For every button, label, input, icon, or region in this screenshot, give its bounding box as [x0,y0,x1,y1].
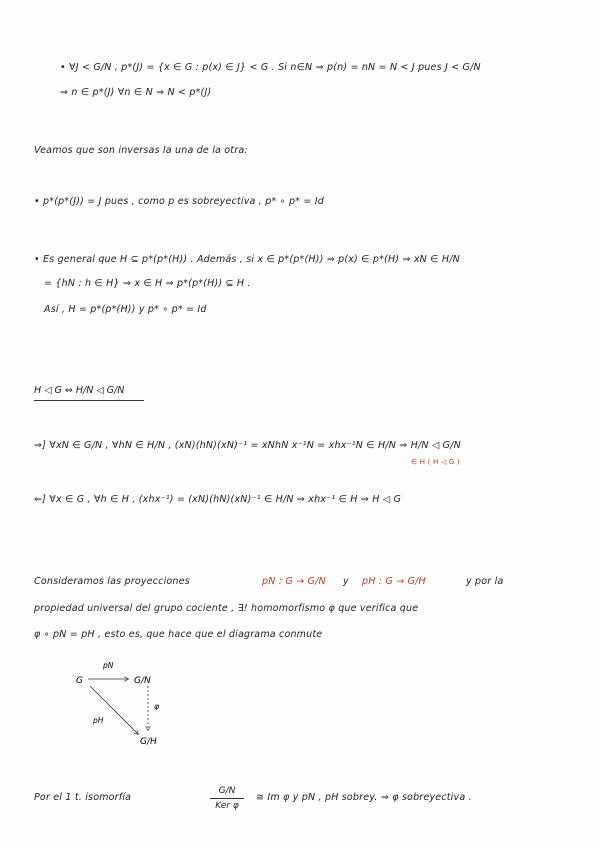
line-6: = {hN : h ∈ H} ⇒ x ∈ H ⇒ p*(p*(H)) ⊆ H . [44,278,251,289]
line-4: • p*(p*(J)) = J pues , como p es sobreyectiva , p* ∘ p* = Id [34,196,325,207]
arrow-ph [90,686,138,734]
label-ph: pH [93,716,104,725]
line-10-pn: pN : G → G/N [262,576,326,587]
line-9: ⇐] ∀x ∈ G , ∀h ∈ H , (xhx⁻¹) = (xN)(hN)(xN)⁻¹ ∈ H/N ⇒ xhx⁻¹ ∈ H ⇒ H ◁ G [34,494,402,505]
line-8-note: ∈ H ( H ◁ G ) [411,458,460,466]
node-gh: G/H [140,737,157,747]
line-5: • Es general que H ⊆ p*(p*(H)) . Además , si x ∈ p*(p*(H)) ⇒ p(x) ∈ p*(H) ⇒ xN ∈ H/N [34,254,460,265]
label-phi: φ [154,702,160,711]
line-10a: Consideramos las proyecciones [34,576,190,587]
line-8: ⇒] ∀xN ∈ G/N , ∀hN ∈ H/N , (xN)(hN)(xN)⁻¹ = xNhN x⁻¹N = xhx⁻¹N ∈ H/N ⇒ H/N ◁ G/N [34,440,461,451]
line-10-ph: pH : G → G/H [362,576,426,587]
line-3: Veamos que son inversas la una de la otra: [34,145,248,156]
line-10c: y [343,576,349,587]
fraction-bar [210,798,244,799]
label-pn: pN [103,661,114,670]
node-gn: G/N [134,676,151,686]
node-g: G [76,676,83,686]
line-7: Así , H = p*(p*(H)) y p* ∘ p* = Id [44,304,207,315]
line-12: φ ∘ pN = pH , esto es, que hace que el diagrama conmute [34,629,323,640]
fraction-numerator: G/N [218,786,236,796]
quotient-fraction [210,786,244,811]
line-13b: ≅ Im φ y pN , pH sobrey. ⇒ φ sobreyectiva . [256,792,472,803]
line-2: ⇒ n ∈ p*(J) ∀n ∈ N ⇒ N < p*(J) [60,87,212,98]
line-1: • ∀J < G/N , p*(J) = {x ∈ G : p(x) ∈ J} < G . Si n∈N ⇒ p(n) = nN = N < J pues J < G/N [60,62,481,73]
line-10e: y por la [466,576,504,587]
section-title: H ◁ G ⇔ H/N ◁ G/N [34,385,125,396]
line-11: propiedad universal del grupo cociente , ∃! homomorfismo φ que verifica que [34,603,419,614]
line-13a: Por el 1 t. isomorfía [34,792,132,803]
fraction-denominator: Ker φ [215,801,239,811]
